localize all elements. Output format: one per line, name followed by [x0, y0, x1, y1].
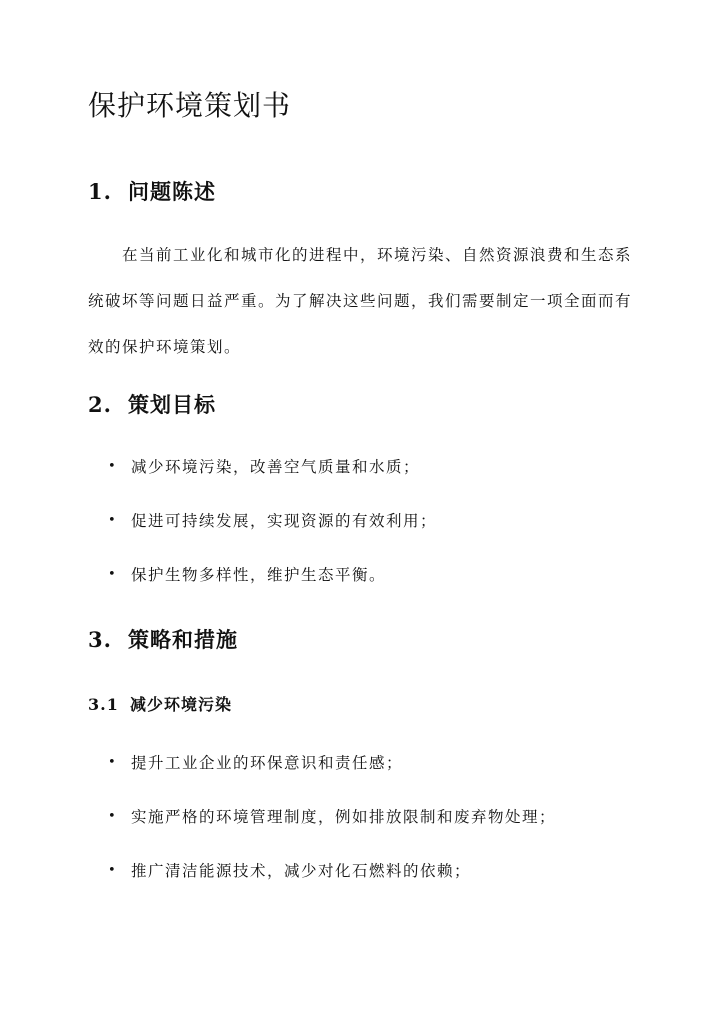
section-heading-2 [88, 389, 216, 419]
section-number: 2. [88, 392, 112, 417]
goals-list [88, 457, 437, 619]
subsection-heading-3-1 [88, 692, 232, 715]
subsection-number: 3.1 [88, 695, 119, 714]
section-heading-3 [88, 624, 238, 654]
list-item: • 提升工业企业的环保意识和责任感； [88, 753, 556, 807]
section-number: 3. [88, 627, 112, 652]
list-item: • 保护生物多样性，维护生态平衡。 [88, 565, 437, 619]
section-title: 策略和措施 [128, 627, 238, 652]
measures-list [88, 753, 556, 915]
section-paragraph: 在当前工业化和城市化的进程中，环境污染、自然资源浪费和生态系统破坏等问题日益严重。为了解决这些问题，我们需要制定一项全面而有效的保护环境策划。 [88, 246, 633, 356]
section-heading-1 [88, 176, 216, 206]
list-item: • 推广清洁能源技术，减少对化石燃料的依赖； [88, 861, 556, 915]
list-item: • 实施严格的环境管理制度，例如排放限制和废弃物处理； [88, 807, 556, 861]
subsection-title: 减少环境污染 [130, 695, 233, 714]
document-title: 保护环境策划书 [88, 89, 292, 122]
list-item: • 促进可持续发展，实现资源的有效利用； [88, 511, 437, 565]
section-number: 1. [88, 179, 112, 204]
section-title: 问题陈述 [128, 179, 216, 204]
list-item: • 减少环境污染，改善空气质量和水质； [88, 457, 437, 511]
section-title: 策划目标 [128, 392, 216, 417]
